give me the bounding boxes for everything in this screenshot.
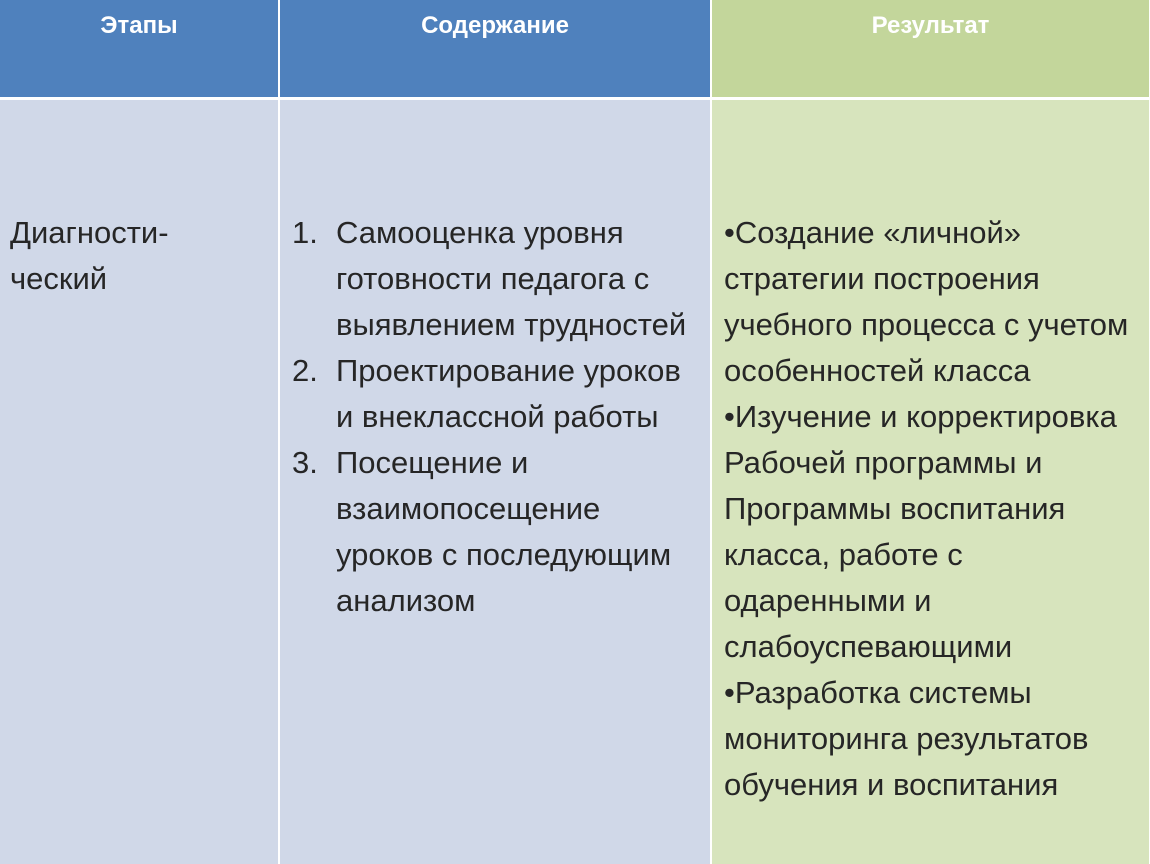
header-row	[0, 0, 1150, 99]
header-result-label: Результат	[871, 12, 990, 39]
header-content-label: Содержание	[421, 12, 569, 39]
header-result	[711, 0, 1150, 99]
result-item: • Создание «личной» стратегии построения учебного процесса с учетом особенностей класса	[724, 210, 1143, 394]
table-row	[0, 99, 1150, 864]
content-list	[280, 100, 710, 624]
result-cell	[711, 99, 1150, 864]
result-item: • Разработка системы мониторинга результатов обучения и воспитания	[724, 670, 1143, 808]
stage-cell	[0, 99, 279, 864]
header-stages-label: Этапы	[100, 12, 178, 39]
content-item: Посещение и взаимопосещение уроков с последующим анализом	[336, 445, 672, 618]
header-stages	[0, 0, 279, 99]
content-item: Самооценка уровня готовности педагога с выявлением трудностей	[336, 215, 687, 342]
result-list	[712, 100, 1149, 808]
header-content	[279, 0, 711, 99]
result-item: • Изучение и корректировка Рабочей программы и Программы воспитания класса, работе с одаренными и слабоуспевающими	[724, 394, 1143, 670]
content-cell	[279, 99, 711, 864]
stage-name-line-1: Диагности-	[10, 215, 169, 250]
stage-name	[0, 100, 278, 302]
stage-name-line-2: ческий	[10, 261, 108, 296]
content-item: Проектирование уроков и внеклассной работы	[336, 353, 681, 434]
